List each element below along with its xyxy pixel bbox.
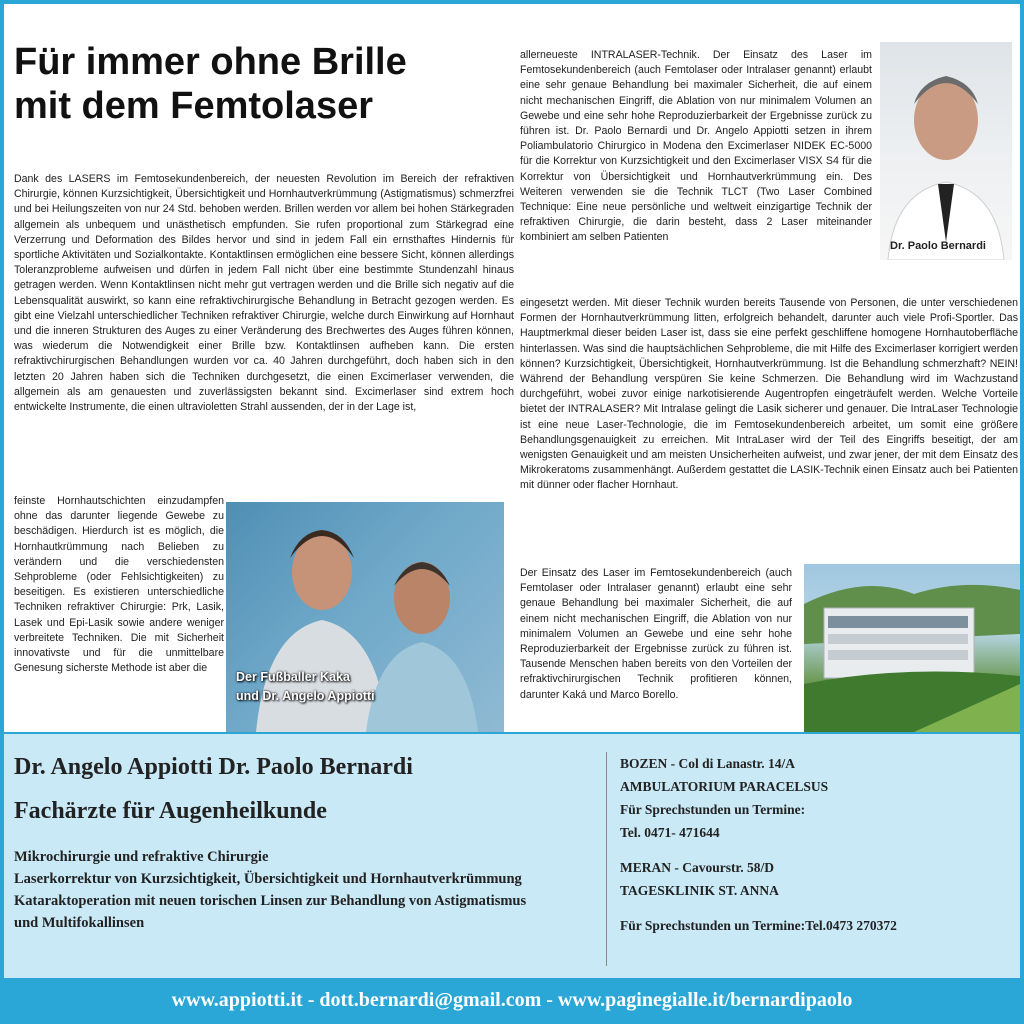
clinic-building-illustration: [804, 564, 1020, 732]
article-paragraph: eingesetzt werden. Mit dieser Technik wurden bereits Tausende von Personen, die unter verschiedenen Formen der Hornhautverkrümmung litten, erfolgreich behandelt, darunter auch viele Profi-Sportler. Das Hauptmerkmal dieser beiden Laser ist, dass sie eine perfekt geschliffene homogene Hornhautoberfläche hinterlassen. Was sind die hauptsächlichen Sehprobleme, die mit Hilfe des Excimerlaser korrigiert werden können? Kurzsichtigkeit, Übersichtigkeit, Hornhautverkrümmung. Ist die Behandlung schmerzhaft? NEIN! Während der Behandlung verspüren Sie keine Schmerzen. Die Behandlung wird im Wachzustand durchgeführt, wobei zuvor einige narkotisierende Augentropfen eingeträufelt werden. Welche Vorteile bietet der INTRALASER? Mit Intralase gelingt die Lasik sicherer und genauer. Die IntraLaser Technologie ist eine neue Laser-Technologie, die im Femtosekundenbereich arbeitet, um somit eine größere Behandlungsgenauigkeit zu erreichen. Mit IntraLaser wird der Teil des Eingriffs beseitigt, der am wenigsten Genauigkeit und am meisten Unsicherheiten aufweist, und zwar jener, der mit dem Einsatz des Mikrokeratoms zusammenhängt. Außerdem gestattet die LASIK-Technik einen Einsatz auch bei Patienten mit dünner oder flacher Hornhaut.: [520, 297, 1018, 492]
spacer: [620, 902, 1016, 914]
article-column-left-lower: [14, 494, 224, 724]
kaka-and-doctor-photo: [226, 502, 504, 732]
kaka-photo-caption: [236, 668, 375, 706]
article-paragraph: allerneueste INTRALASER-Technik. Der Einsatz des Laser im Femtosekundenbereich (auch Femtolaser oder Intralaser genannt) erlaubt eine sehr genaue Behandlung bei maximaler Sicherheit, die auf einem nicht mechanischen Eingriff, die Ablation von nur minimalem Volumen an Gewebe und eine sehr hohe Reproduzierbarkeit der Ergebnisse zurück zu führen ist. Dr. Paolo Bernardi und Dr. Angelo Appiotti setzen in ihrem Poliambulatorio Chirurgico in Modena den Excimerlaser NIDEK EC-5000 für die Korrektur von Kurzsichtigkeit und den Excimerlaser VISX S4 für die Korrektur von Übersichtigkeit und Hornhautverkrümmung ein. Des Weiteren verwenden sie die Technik TLCT (Two Laser Combined Technique: Eine neue persönliche und weltweit einzigartige Technik der refraktiven Chirurgie, die darin besteht, dass 2 Laser miteinander kombiniert am selben Patienten: [520, 49, 872, 244]
meran-address: MERAN - Cavourstr. 58/D: [620, 860, 774, 875]
kaka-caption-line-1: Der Fußballer Kaka: [236, 670, 350, 684]
bozen-phone: Tel. 0471- 471644: [620, 825, 720, 840]
bozen-hours: Für Sprechstunden un Termine:: [620, 802, 806, 817]
locations-info: [620, 752, 1016, 937]
meran-clinic: TAGESKLINIK ST. ANNA: [620, 883, 779, 898]
spacer: [620, 844, 1016, 856]
article-area: [4, 4, 1020, 732]
doctor-photo-caption: Dr. Paolo Bernardi: [890, 240, 986, 252]
bozen-address: BOZEN - Col di Lanastr. 14/A: [620, 756, 796, 771]
article-title: [14, 40, 514, 128]
service-line: und Multifokallinsen: [14, 915, 145, 931]
doctor-portrait-illustration: [880, 42, 1012, 260]
article-paragraph: feinste Hornhautschichten einzudampfen ohne das darunter liegende Gewebe zu beschädigen. Hierdurch ist es möglich, die Hornhautkrümmung nach Belieben zu verändern und die verschiedensten Sehprobleme (oder Fehlsichtigkeiten) zu beseitigen. Es existieren unterschiedliche Techniken refraktiver Chirurgie: Prk, Lasik, Lasek und Epi-Lasik sowie andere weniger verbreitete Techniken. Die mit Sicherheit innovativste und für die unmittelbare Genesung sicherste Methode ist aber die: [14, 495, 224, 675]
advertisement-page: [4, 4, 1020, 1020]
doctors-names: Dr. Angelo Appiotti Dr. Paolo Bernardi: [14, 754, 413, 780]
footer-links[interactable]: www.appiotti.it - dott.bernardi@gmail.com - www.paginegialle.it/bernardipaolo: [171, 989, 853, 1011]
doctor-portrait-photo: [880, 42, 1012, 260]
kaka-caption-line-2: und Dr. Angelo Appiotti: [236, 689, 375, 703]
title-line-2: mit dem Femtolaser: [14, 85, 373, 127]
vertical-divider: [606, 752, 607, 966]
specialty-title: Fachärzte für Augenheilkunde: [14, 798, 327, 824]
meran-hours: Für Sprechstunden un Termine:Tel.0473 270372: [620, 918, 897, 933]
title-line-1: Für immer ohne Brille: [14, 41, 407, 83]
article-column-right-middle: [520, 296, 1018, 566]
article-paragraph: Der Einsatz des Laser im Femtosekundenbereich (auch Femtolaser oder Intralaser genannt) erlaubt eine sehr genaue Behandlung bei maximaler Sicherheit, die auf einem nicht mechanischen Eingriff, die Ablation von nur minimalem Volumen an Gewebe und eine sehr hohe Reproduzierbarkeit der Ergebnisse zurück zu führen ist. Tausende Menschen haben bereits von den Vorteilen der refraktivchirurgischen Technik profitieren können, darunter Kaká und Marco Borello.: [520, 567, 792, 701]
clinic-building-photo: [804, 564, 1020, 732]
article-column-right-top: [520, 48, 872, 296]
service-line: Laserkorrektur von Kurzsichtigkeit, Übersichtigkeit und Hornhautverkrümmung: [14, 871, 522, 887]
bozen-clinic: AMBULATORIUM PARACELSUS: [620, 779, 829, 794]
service-line: Kataraktoperation mit neuen torischen Linsen zur Behandlung von Astigmatismus: [14, 893, 527, 909]
article-column-left: [14, 172, 514, 496]
doctors-info: [14, 752, 604, 934]
article-column-right-bottom: [520, 566, 792, 726]
service-line: Mikrochirurgie und refraktive Chirurgie: [14, 849, 269, 865]
contact-info-panel: [4, 734, 1020, 978]
article-paragraph: Dank des LASERS im Femtosekundenbereich, der neuesten Revolution im Bereich der refraktiven Chirurgie, können Kurzsichtigkeit, Übersichtigkeit und Hornhautverkrümmung (Astigmatismus) schmerzfrei und bei Heilungszeiten von nur 24 Std. behoben werden. Brillen werden vor allem bei hohen Stärkegraden allgemein als unbequem und unästhetisch empfunden. Sie rufen proportional zum Stärkegrad eine Verzerrung und Deformation des Bildes hervor und sind in jedem Fall ein ernsthaftes Hindernis für sportliche Aktivitäten und Sozialkontakte. Kontaktlinsen ermöglichen eine bessere Sicht, können allerdings Toleranzprobleme aufweisen und dürfen in jedem Fall nicht über eine bestimmte Stundenzahl hinaus getragen werden. Wenn Kontaktlinsen nicht mehr gut vertragen werden und die Brille sich negativ auf die Lebensqualität auswirkt, so kann eine refraktivchirurgische Behandlung in Betracht gezogen werden. Es gibt eine Vielzahl unterschiedlicher Techniken refraktiver Chirurgie, welche durch Einwirkung auf Hornhaut und die inneren Strukturen des Auges zu einer Veränderung des Brechwertes des Auges führen können, was wiederum die Notwendigkeit einer Brille bzw. Kontaktlinsen aufheben kann. Die ersten refraktivchirurgischen Behandlungen wurden vor ca. 40 Jahren durchgeführt, doch haben sich in den letzten 20 Jahren haben sich die Techniken durchgesetzt, die einen Excimerlaser verwenden, die allgemein als am genauesten und zuverlässigsten bekannt sind. Excimerlaser sind extrem hoch entwickelte Instrumente, die einen ultravioletten Strahl aussenden, der in der Lage ist,: [14, 173, 514, 414]
